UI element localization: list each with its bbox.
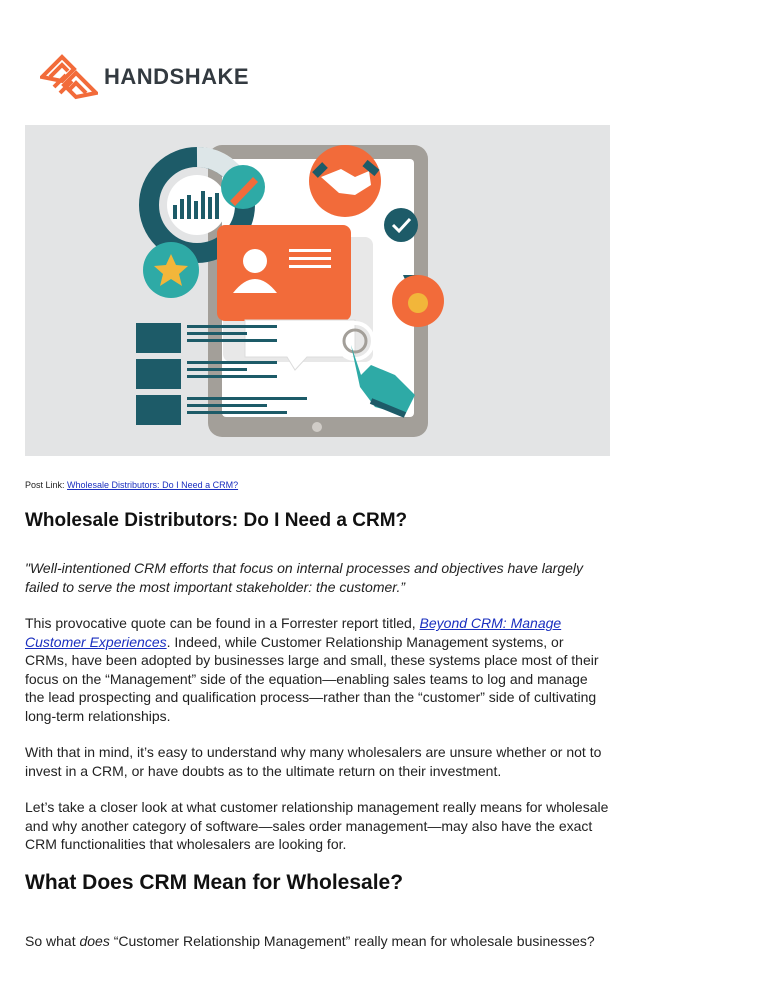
post-link bbox=[25, 480, 238, 490]
question-start: So what bbox=[25, 933, 80, 949]
forrester-quote: "Well-intentioned CRM efforts that focus on internal processes and objectives have largely failed to serve the most important stakeholder: the customer.” bbox=[25, 560, 583, 595]
paragraph-intro-start: This provocative quote can be found in a Forrester report titled, bbox=[25, 615, 420, 631]
question-emphasis: does bbox=[79, 933, 110, 949]
section-heading: What Does CRM Mean for Wholesale? bbox=[25, 871, 404, 894]
question-end: “Customer Relationship Management” really mean for wholesale businesses? bbox=[109, 933, 595, 949]
paragraph-question bbox=[25, 932, 610, 951]
paragraph-intro-end: . Indeed, while Customer Relationship Management systems, or CRMs, have been adopted by businesses large and small, these systems place most of their focus on the “Management” side of the equation—enabling sales teams to log and manage the lead prospecting and qualification process—rather than the “customer” side of cultivating long-term relationships. bbox=[25, 633, 599, 724]
paragraph-closer-look: Let’s take a closer look at what customer relationship management really means for wholesale and why another category of software—sales order management—may also have the exact CRM functionalities that wholesalers are looking for. bbox=[25, 799, 609, 852]
handshake-logo-icon bbox=[40, 53, 98, 101]
crm-illustration-icon bbox=[25, 125, 610, 456]
post-link-anchor[interactable]: Wholesale Distributors: Do I Need a CRM? bbox=[67, 480, 239, 490]
logo-text: HANDSHAKE bbox=[104, 64, 250, 89]
handshake-logo bbox=[40, 53, 249, 101]
paragraph-wholesalers: With that in mind, it’s easy to understand why many wholesalers are unsure whether or not to invest in a CRM, or have doubts as to the ultimate return on their investment. bbox=[25, 744, 602, 779]
hero-illustration bbox=[25, 125, 610, 456]
article-title: Wholesale Distributors: Do I Need a CRM? bbox=[25, 510, 408, 531]
post-link-prefix: Post Link: bbox=[25, 480, 68, 490]
paragraph-intro bbox=[25, 614, 610, 725]
forrester-report-link[interactable]: Beyond CRM: Manage Customer Experiences bbox=[25, 615, 562, 650]
